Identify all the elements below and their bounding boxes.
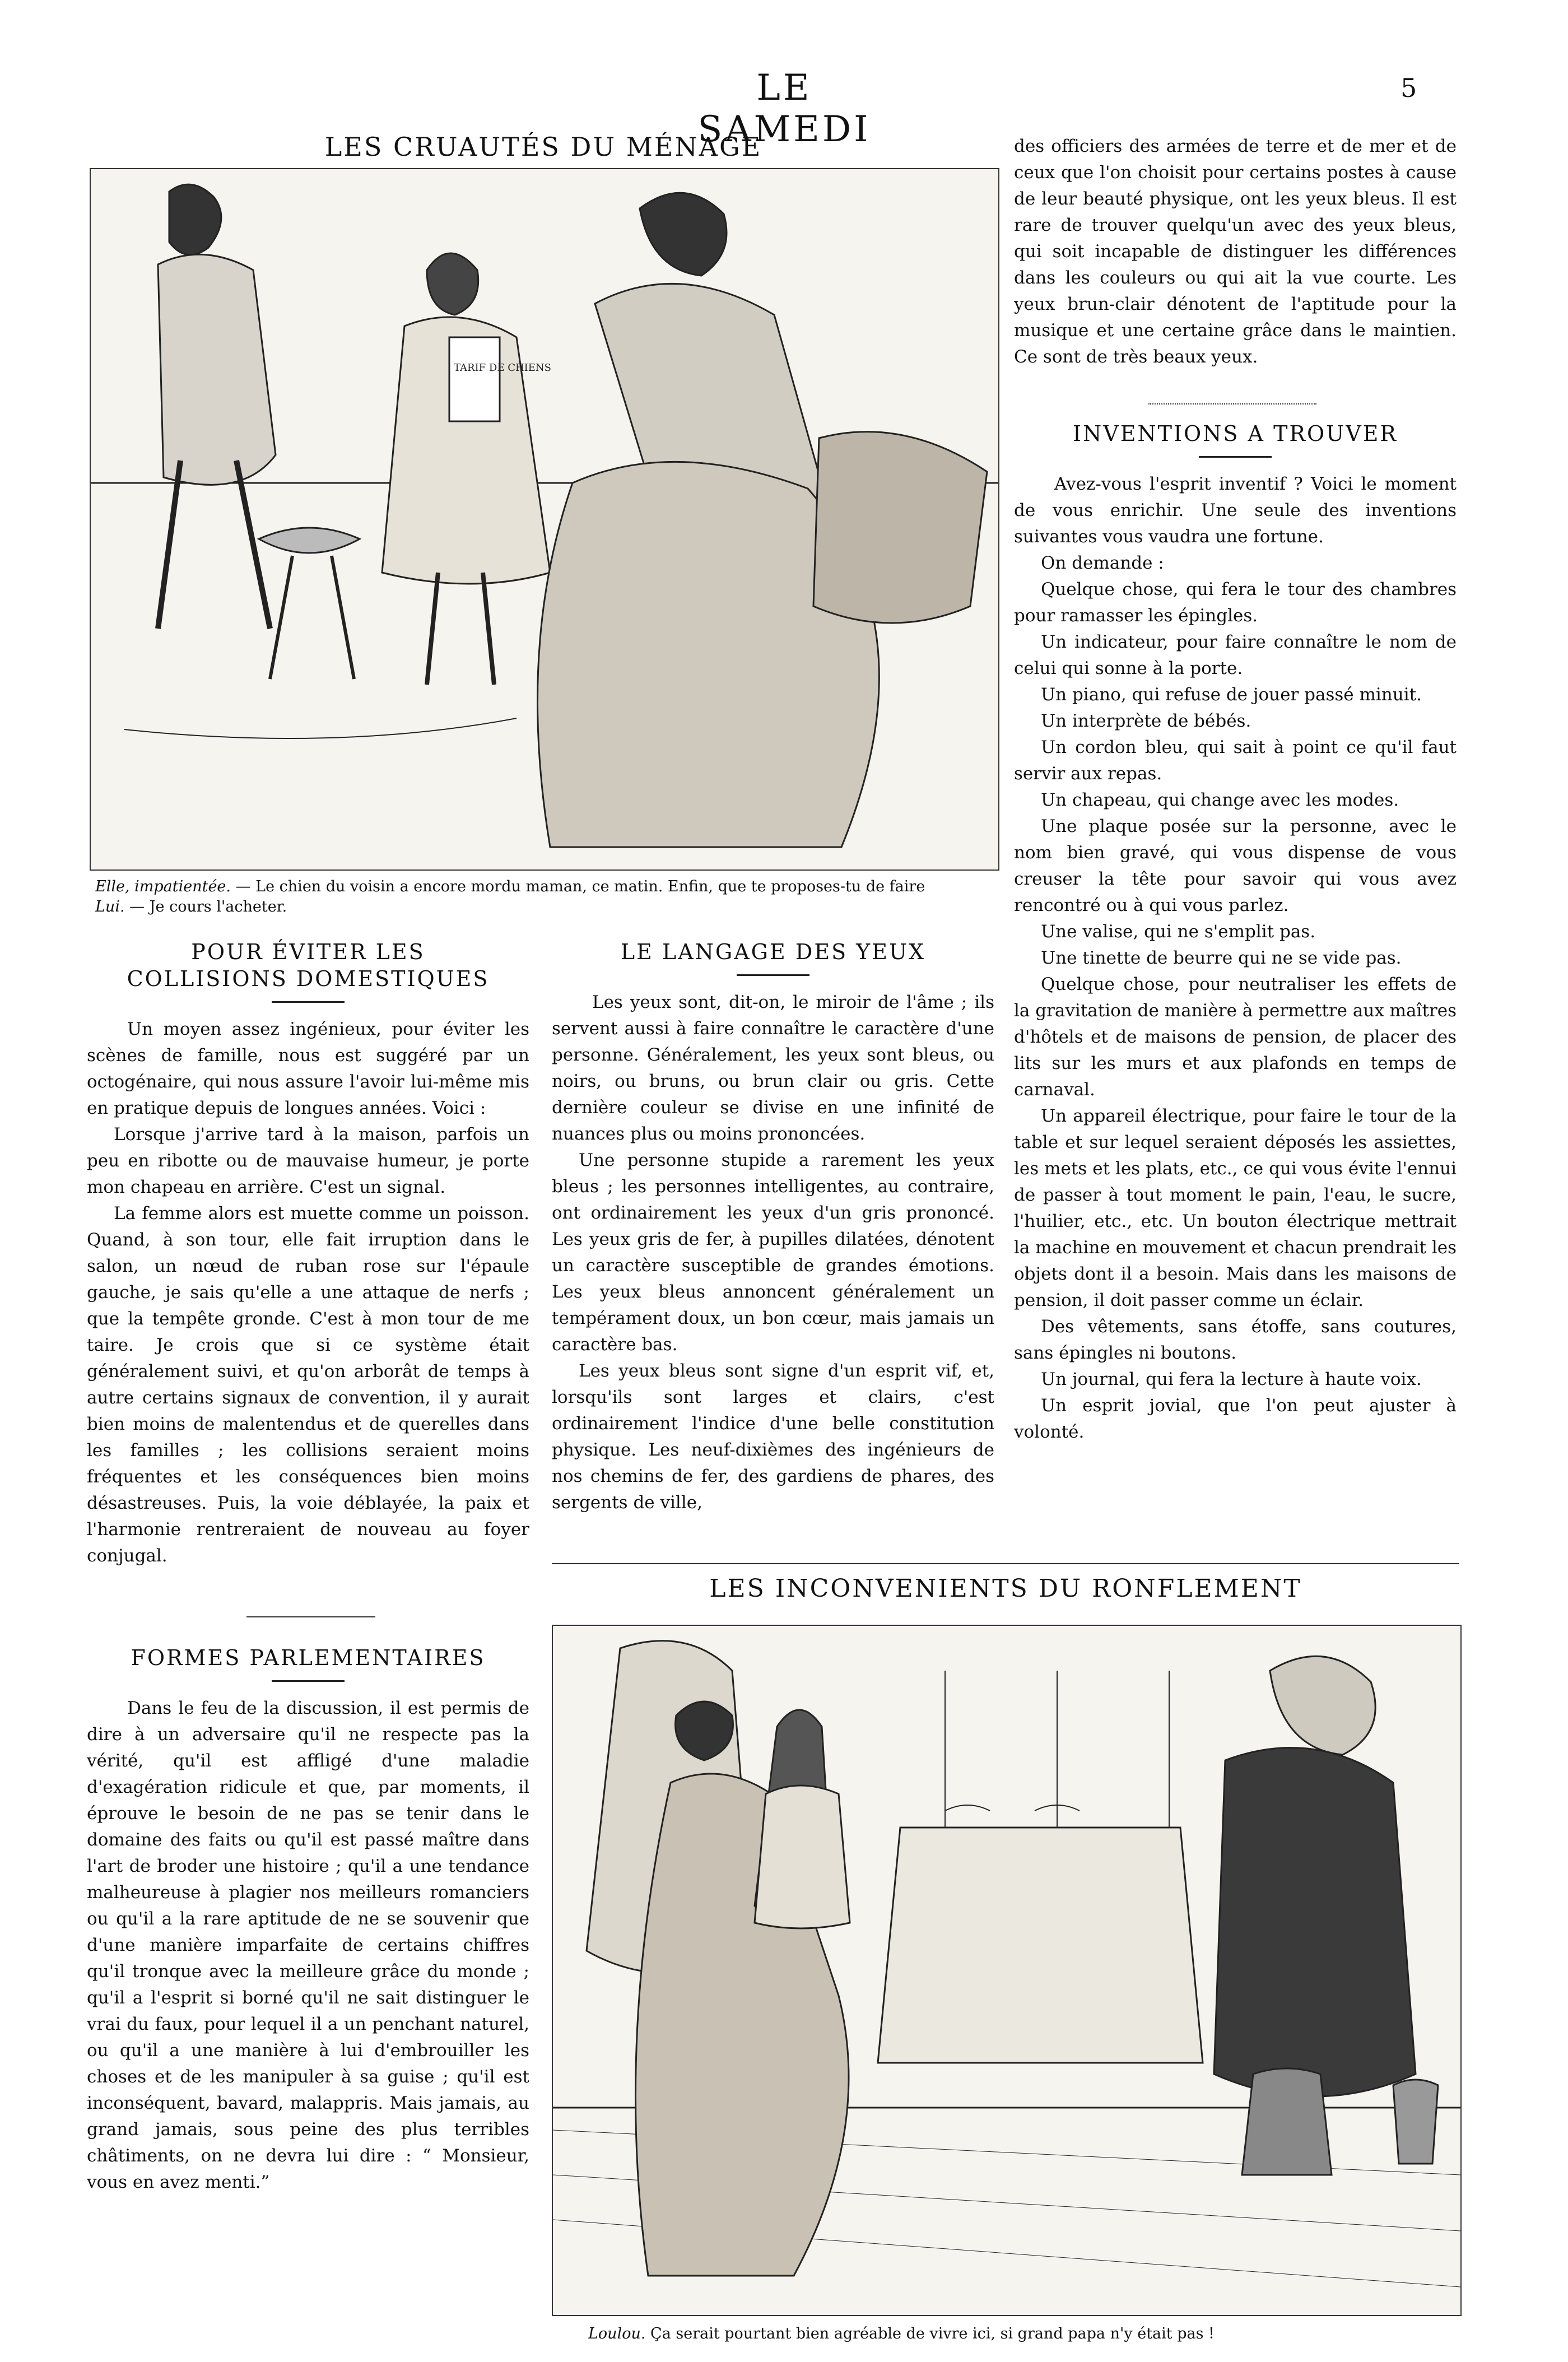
article-inventions bbox=[1014, 420, 1457, 1445]
paragraph: Un cordon bleu, qui sait à point ce qu'il faut servir aux repas. bbox=[1014, 737, 1457, 784]
paragraph: des officiers des armées de terre et de mer et de ceux que l'on choisit pour certains postes à cause de leur beauté physique, ont les yeux bleus. Il est rare de trouver quelqu'un avec des yeux bleus, qui soit incapable de distinguer les différences dans les couleurs ou qui ait la vue courte. Les yeux brun-clair dénotent de l'aptitude pour la musique et une certaine grâce dans le maintien. Ce sont de très beaux yeux. bbox=[1014, 136, 1457, 367]
engraving-scene-icon bbox=[91, 169, 998, 870]
paragraph: Quelque chose, qui fera le tour des chambres pour ramasser les épingles. bbox=[1014, 579, 1457, 626]
caption-speaker-elle: Elle, impatientée. bbox=[95, 878, 231, 895]
paragraph: Un journal, qui fera la lecture à haute voix. bbox=[1041, 1369, 1422, 1389]
caption-text: Ça serait pourtant bien agréable de vivre ici, si grand papa n'y était pas ! bbox=[650, 2325, 1215, 2342]
caption-line-1: — Le chien du voisin a encore mordu maman, ce matin. Enfin, que te proposes-tu de faire bbox=[235, 878, 925, 895]
paragraph: Quelque chose, pour neutraliser les effets de la gravitation de manière à permettre aux maîtres d'hôtels et de maisons de pension, de placer des lits sur les murs et aux plafonds en temps de carnaval. bbox=[1014, 974, 1457, 1100]
illustration-title-cruautes: LES CRUAUTÉS DU MÉNAGE bbox=[324, 132, 762, 162]
paragraph: Une tinette de beurre qui ne se vide pas. bbox=[1041, 948, 1402, 968]
paragraph: La femme alors est muette comme un poisson. Quand, à son tour, elle fait irruption dans le salon, un nœud de ruban rose sur l'épaule gauche, je sais qu'elle a une attaque de nerfs ; que la tempête gronde. C'est à mon tour de me taire. Je crois que si ce système était généralement suivi, et qu'on arborât de temps à autre certains signaux de convention, il y aurait bien moins de malentendus et de querelles dans les familles ; les collisions seraient moins fréquentes et les conséquences bien moins désastreuses. Puis, la voie déblayée, la paix et l'harmonie rentreraient de nouveau au foyer conjugal. bbox=[87, 1203, 529, 1566]
masthead: LE SAMEDI bbox=[697, 67, 871, 150]
paragraph: Un moyen assez ingénieux, pour éviter les scènes de famille, nous est suggéré par un octogénaire, qui nous assure l'avoir lui-même mis en pratique depuis de longues années. Voici : bbox=[87, 1019, 529, 1118]
illustration-title-ronflement: LES INCONVENIENTS DU RONFLEMENT bbox=[709, 1574, 1302, 1603]
page-number: 5 bbox=[1401, 73, 1417, 103]
engraving-scene-icon bbox=[553, 1626, 1460, 2315]
article-yeux-continuation bbox=[1014, 133, 1457, 370]
caption-line-2: — Je cours l'acheter. bbox=[129, 898, 287, 915]
title-rule bbox=[737, 974, 809, 976]
paragraph: Un esprit jovial, que l'on peut ajuster à volonté. bbox=[1014, 1396, 1457, 1442]
paragraph: Les yeux bleus sont signe d'un esprit vif, et, lorsqu'ils sont larges et clairs, c'est ordinairement l'indice d'une belle constitution physique. Les neuf-dixièmes des ingénieurs de nos chemins de fer, des gardiens de phares, des sergents de ville, bbox=[552, 1361, 994, 1513]
paragraph: Un piano, qui refuse de jouer passé minuit. bbox=[1041, 685, 1422, 705]
paragraph: Un interprète de bébés. bbox=[1041, 711, 1251, 731]
caption-ronflement bbox=[588, 2324, 1429, 2344]
title-rule bbox=[272, 1001, 345, 1003]
paragraph: Avez-vous l'esprit inventif ? Voici le moment de vous enrichir. Une seule des inventions suivantes vous vaudra une fortune. bbox=[1014, 474, 1457, 547]
article-yeux bbox=[552, 938, 994, 1516]
sign-text: TARIF DE CHIENS bbox=[454, 362, 551, 374]
section-separator bbox=[552, 1563, 1459, 1564]
paragraph: Des vêtements, sans étoffe, sans coutures, sans épingles ni boutons. bbox=[1014, 1317, 1457, 1363]
illustration-cruautes-du-menage bbox=[90, 168, 999, 871]
column-separator bbox=[1148, 403, 1316, 404]
illustration-inconvenients-du-ronflement bbox=[552, 1625, 1462, 2316]
column-separator bbox=[246, 1616, 375, 1617]
paragraph: Une valise, qui ne s'emplit pas. bbox=[1041, 922, 1316, 942]
article-parlementaires bbox=[87, 1644, 529, 2196]
article-title-collisions: POUR ÉVITER LES COLLISIONS DOMESTIQUES bbox=[127, 940, 490, 991]
paragraph: Dans le feu de la discussion, il est permis de dire à un adversaire qu'il ne respecte pas la vérité, qu'il est affligé d'une maladie d'exagération ridicule et que, par moments, il éprouve le besoin de ne pas se tenir dans le domaine des faits ou qu'il est passé maître dans l'art de broder une histoire ; qu'il a une tendance malheureuse à plagier nos meilleurs romanciers ou qu'il a la rare aptitude de ne se souvenir que d'une manière imparfaite de certains chiffres qu'il tronque avec la meilleure grâce du monde ; qu'il a l'esprit si borné qu'il ne sait distinguer le vrai du faux, pour lequel il a un penchant naturel, ou qu'il a une manière à lui d'embrouiller les choses et de les manipuler à sa guise ; qu'il est inconséquent, bavard, malappris. Mais jamais, au grand jamais, sous peine des plus terribles châtiments, on ne devra lui dire : “ Monsieur, vous en avez menti.” bbox=[87, 1698, 529, 2192]
title-rule bbox=[1199, 456, 1272, 458]
paragraph: Les yeux sont, dit-on, le miroir de l'âme ; ils servent aussi à faire connaître le caractère d'une personne. Généralement, les yeux sont bleus, ou noirs, ou bruns, ou brun clair ou gris. Cette dernière couleur se divise en une infinité de nuances plus ou moins prononcées. bbox=[552, 992, 994, 1144]
article-title-parlementaires: FORMES PARLEMENTAIRES bbox=[131, 1645, 486, 1670]
title-rule bbox=[272, 1680, 345, 1682]
paragraph: Une personne stupide a rarement les yeux bleus ; les personnes intelligentes, au contraire, ont ordinairement les yeux d'un gris prononcé. Les yeux gris de fer, à pupilles dilatées, dénotent un caractère susceptible de grandes émotions. Les yeux bleus annoncent généralement un tempérament doux, un bon cœur, mais jamais un caractère bas. bbox=[552, 1150, 994, 1355]
article-title-yeux: LE LANGAGE DES YEUX bbox=[620, 940, 926, 964]
article-collisions bbox=[87, 938, 529, 1569]
paragraph: Un indicateur, pour faire connaître le nom de celui qui sonne à la porte. bbox=[1014, 632, 1457, 678]
caption-cruautes bbox=[95, 877, 992, 917]
paragraph: Un appareil électrique, pour faire le tour de la table et sur lequel seraient déposés les assiettes, les mets et les plats, etc., ce qui vous évite l'ennui de passer à tout moment le pain, l'eau, le sucre, l'huilier, etc., etc. Un bouton électrique mettrait la machine en mouvement et chacun prendrait les objets dont il a besoin. Mais dans les maisons de pension, il doit passer comme un éclair. bbox=[1014, 1106, 1457, 1310]
caption-speaker-loulou: Loulou. bbox=[588, 2325, 646, 2342]
paragraph: On demande : bbox=[1041, 553, 1164, 573]
paragraph: Un chapeau, qui change avec les modes. bbox=[1041, 790, 1399, 810]
paragraph: Une plaque posée sur la personne, avec le nom bien gravé, qui vous dispense de vous creuser la tête pour savoir qui vous avez rencontré ou à qui vous parlez. bbox=[1014, 816, 1457, 915]
article-title-inventions: INVENTIONS A TROUVER bbox=[1072, 421, 1398, 446]
caption-speaker-lui: Lui. bbox=[95, 898, 125, 915]
paragraph: Lorsque j'arrive tard à la maison, parfois un peu en ribotte ou de mauvaise humeur, je porte mon chapeau en arrière. C'est un signal. bbox=[87, 1124, 529, 1197]
